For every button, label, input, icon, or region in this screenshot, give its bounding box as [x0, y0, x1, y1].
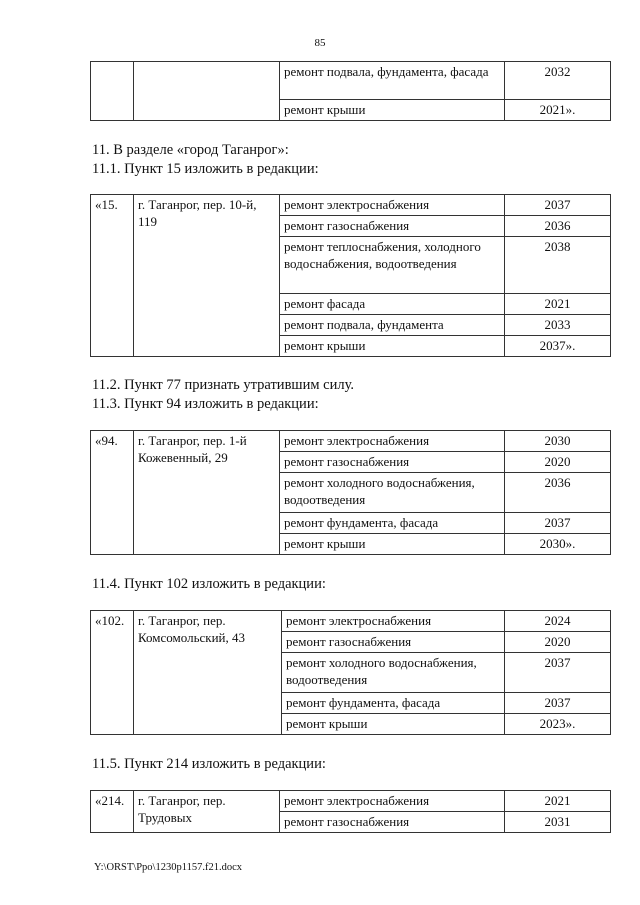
work-year: 2037: [505, 513, 611, 534]
table-row: [91, 195, 611, 216]
work-year: 2030».: [505, 534, 611, 555]
table-item-15: [90, 194, 611, 357]
table-item-94: [90, 430, 611, 555]
work-name: ремонт фасада: [280, 294, 505, 315]
table-item-102: [90, 610, 611, 735]
item-address: г. Таганрог, пер. Трудовых: [134, 791, 280, 833]
work-year: 2021: [505, 294, 611, 315]
table-continuation: [90, 61, 611, 121]
work-name: ремонт подвала, фундамента, фасада: [280, 62, 505, 100]
work-name: ремонт холодного водоснабжения, водоотведения: [282, 653, 505, 693]
table-item-214: [90, 790, 611, 833]
work-name: ремонт газоснабжения: [280, 216, 505, 237]
work-year: 2030: [505, 431, 611, 452]
work-name: ремонт фундамента, фасада: [280, 513, 505, 534]
work-year: 2036: [505, 216, 611, 237]
work-year: 2038: [505, 237, 611, 294]
work-year: 2023».: [505, 714, 611, 735]
work-name: ремонт электроснабжения: [280, 195, 505, 216]
work-year: 2037: [505, 653, 611, 693]
work-name: ремонт подвала, фундамента: [280, 315, 505, 336]
work-year: 2020: [505, 452, 611, 473]
work-name: ремонт газоснабжения: [280, 812, 505, 833]
work-name: ремонт крыши: [282, 714, 505, 735]
item-number: «214.: [91, 791, 134, 833]
item-number: «102.: [91, 611, 134, 735]
work-year: 2033: [505, 315, 611, 336]
table-row: [91, 62, 611, 100]
item-address: г. Таганрог, пер. Комсомольский, 43: [134, 611, 282, 735]
table-row: [91, 611, 611, 632]
work-name: ремонт крыши: [280, 336, 505, 357]
item-number: «94.: [91, 431, 134, 555]
page-number: 85: [314, 37, 326, 49]
work-year: 2036: [505, 473, 611, 513]
item-address: [134, 62, 280, 121]
work-name: ремонт крыши: [280, 100, 505, 121]
work-name: ремонт крыши: [280, 534, 505, 555]
work-name: ремонт теплоснабжения, холодного водоснабжения, водоотведения: [280, 237, 505, 294]
work-name: ремонт фундамента, фасада: [282, 693, 505, 714]
work-year: 2021: [505, 791, 611, 812]
file-path-footer: Y:\ORST\Ppo\1230p1157.f21.docx: [94, 862, 242, 873]
item-number: [91, 62, 134, 121]
table-row: [91, 431, 611, 452]
item-address: г. Таганрог, пер. 10-й, 119: [134, 195, 280, 357]
work-name: ремонт холодного водоснабжения, водоотведения: [280, 473, 505, 513]
work-year: 2037: [505, 693, 611, 714]
work-year: 2037: [505, 195, 611, 216]
table-row: [91, 791, 611, 812]
work-name: ремонт электроснабжения: [280, 791, 505, 812]
work-name: ремонт газоснабжения: [280, 452, 505, 473]
paragraph-11-4: 11.4. Пункт 102 изложить в редакции:: [92, 576, 326, 592]
paragraph-11-1: 11.1. Пункт 15 изложить в редакции:: [92, 161, 319, 177]
work-year: 2020: [505, 632, 611, 653]
paragraph-11: 11. В разделе «город Таганрог»:: [92, 142, 289, 158]
work-name: ремонт газоснабжения: [282, 632, 505, 653]
work-year: 2032: [505, 62, 611, 100]
work-year: 2037».: [505, 336, 611, 357]
work-year: 2031: [505, 812, 611, 833]
work-year: 2024: [505, 611, 611, 632]
item-number: «15.: [91, 195, 134, 357]
paragraph-11-2: 11.2. Пункт 77 признать утратившим силу.: [92, 377, 354, 393]
work-year: 2021».: [505, 100, 611, 121]
work-name: ремонт электроснабжения: [282, 611, 505, 632]
paragraph-11-5: 11.5. Пункт 214 изложить в редакции:: [92, 756, 326, 772]
work-name: ремонт электроснабжения: [280, 431, 505, 452]
paragraph-11-3: 11.3. Пункт 94 изложить в редакции:: [92, 396, 319, 412]
item-address: г. Таганрог, пер. 1-й Кожевенный, 29: [134, 431, 280, 555]
